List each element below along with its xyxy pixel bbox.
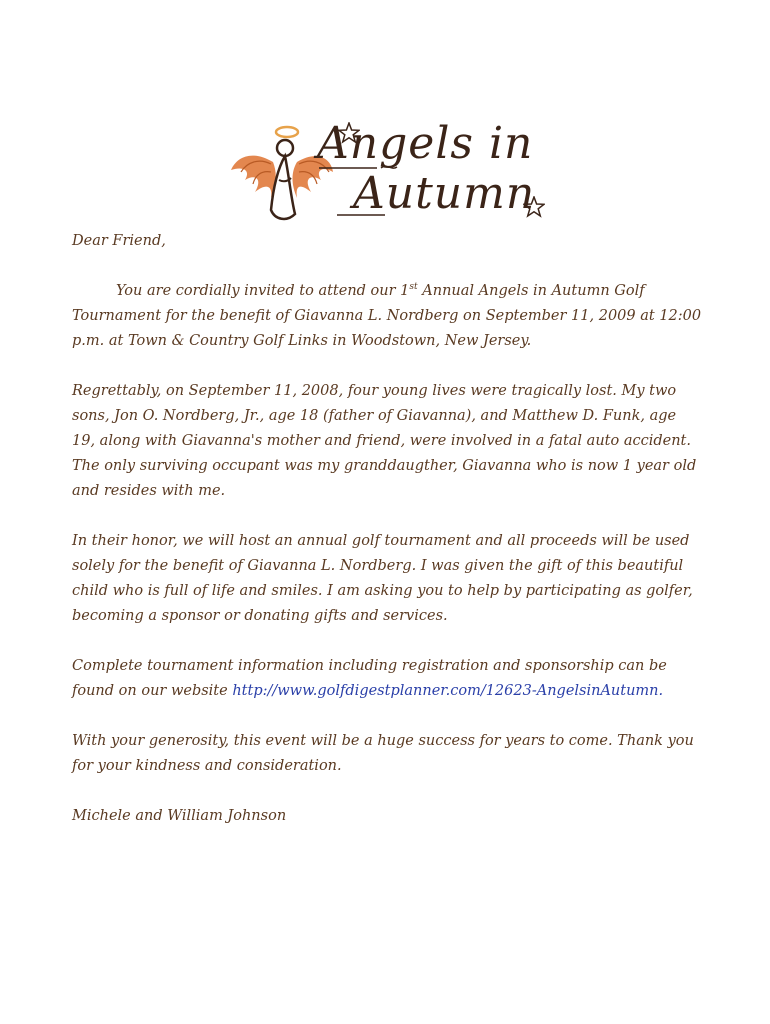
logo-line-2: Autumn: [353, 168, 536, 219]
paragraph-thanks: With your generosity, this event will be a huge success for years to come. Thank you for your kindness and consideration.: [72, 733, 694, 774]
signature: Michele and William Johnson: [72, 808, 287, 824]
paragraph-invitation: [72, 279, 702, 354]
letter-body: [72, 229, 702, 829]
angels-in-autumn-logo: [225, 110, 555, 235]
paragraph-accident: Regrettably, on September 11, 2008, four young lives were tragically lost. My two sons, Jon O. Nordberg, Jr., age 18 (father of Giavanna), and Matthew D. Funk, age 19, along with Giavanna's mother and friend, were involved in a fatal auto accident. The only surviving occupant was my granddaugther, Giavanna who is now 1 year old and resides with me.: [72, 383, 697, 499]
website-link[interactable]: http://www.golfdigestplanner.com/12623-AngelsinAutumn.: [232, 683, 664, 699]
ordinal-suffix: st: [409, 282, 418, 293]
website-text: Complete tournament information including registration and sponsorship can be found on our website: [72, 658, 667, 699]
invitation-text-cont: Annual Angels in Autumn Golf Tournament for the benefit of Giavanna L. Nordberg on September 11, 2009 at 12:00 p.m. at Town & Country Golf Links in Woodstown, New Jersey.: [72, 283, 702, 349]
paragraph-website: [72, 654, 702, 704]
star-icon: [523, 196, 545, 218]
logo-line-1: Angels in: [317, 118, 534, 169]
paragraph-honor: In their honor, we will host an annual golf tournament and all proceeds will be used solely for the benefit of Giavanna L. Nordberg. I was given the gift of this beautiful child who is full of life and smiles. I am asking you to help by participating as golfer, becoming a sponsor or donating gifts and services.: [72, 533, 693, 624]
invitation-text: You are cordially invited to attend our 1: [116, 283, 410, 299]
salutation: Dear Friend,: [72, 233, 166, 249]
